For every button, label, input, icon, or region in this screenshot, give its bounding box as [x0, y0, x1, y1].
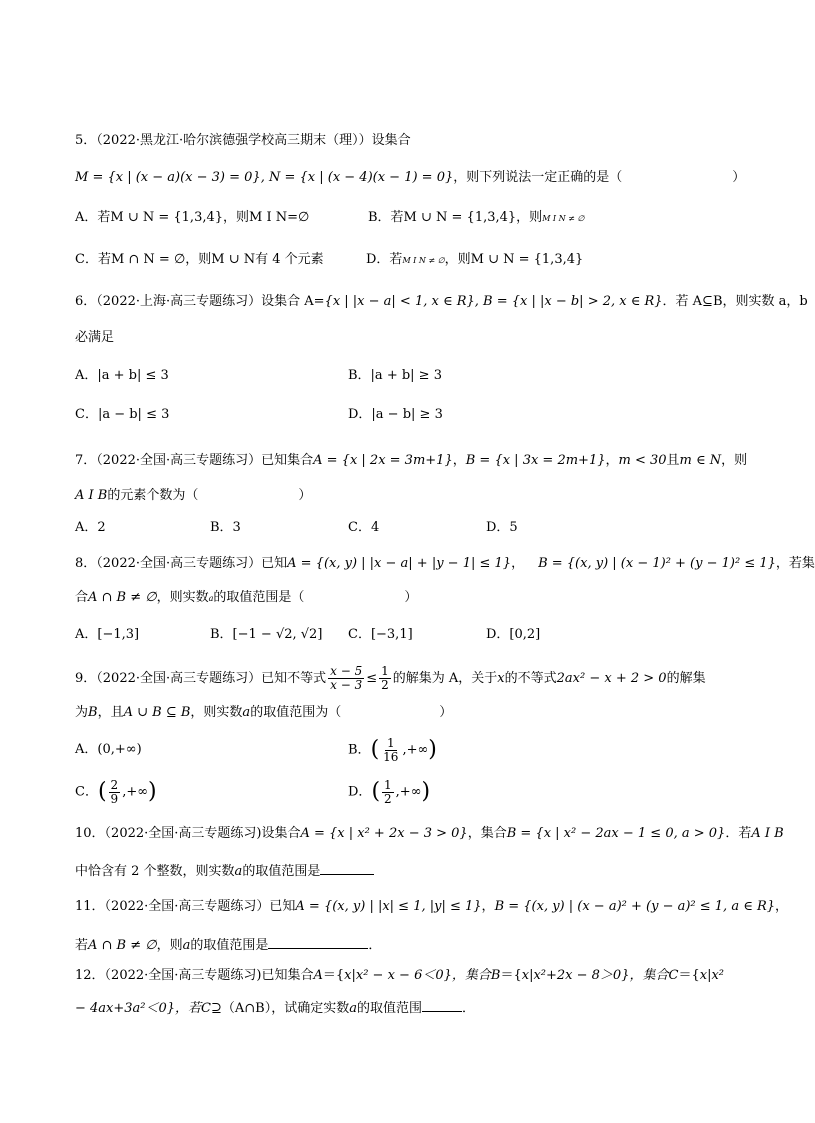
q7-close-paren: ）	[298, 488, 312, 503]
q12-set-a-open: ＝{	[322, 968, 345, 983]
q8-he: 合	[75, 590, 89, 605]
q9-wei: 为	[75, 705, 89, 720]
q9-close-paren: ）	[439, 705, 453, 720]
q5-option-b-text: B．若M ∪ N = {1,3,4}，则	[368, 210, 543, 225]
q12-stem-line2	[75, 997, 475, 1019]
q12-question-text: ⊇（A∩B），试确定实数	[211, 1001, 350, 1016]
q10-question-text: 中恰含有 2 个整数，则实数	[75, 864, 235, 879]
q8-condition: A ∩ B ≠ ∅	[88, 590, 157, 605]
q8-heading: 8．（2022·全国·高三专题练习）已知	[75, 556, 288, 571]
q9-option-c-rparen: )	[148, 779, 157, 804]
q8-option-d[interactable]: D．[0,2]	[486, 627, 541, 642]
q9-option-d[interactable]	[348, 775, 430, 810]
q8-set-a: A = {(x, y) | |x − a| + |y − 1| ≤ 1}	[287, 556, 512, 571]
q7-then: ，则	[721, 453, 748, 468]
q8-then: ，则实数	[156, 590, 209, 605]
q12-set-a-name: A	[313, 968, 323, 983]
q9-option-d-label: D．	[348, 784, 372, 800]
q5-close-paren: ）	[732, 170, 746, 185]
q9-set-b-name: B	[88, 705, 98, 720]
q9-fraction-rhs-denominator: 2	[381, 678, 389, 692]
q6-option-c[interactable]: C．|a − b| ≤ 3	[75, 407, 170, 422]
q5-option-d-condition: M I N ≠ ∅	[402, 256, 445, 265]
q9-then: ，则实数	[190, 705, 243, 720]
q12-set-c-bar: |	[707, 968, 712, 983]
q8-close-paren: ）	[404, 590, 418, 605]
q8-comma: ，	[511, 556, 525, 571]
q12-set-c-name: C	[668, 968, 679, 983]
q10-range-label: 的取值范围是	[242, 864, 321, 879]
q10-stem-line2	[75, 860, 374, 882]
q10-stem	[75, 824, 784, 844]
q9-stem-line2	[75, 703, 452, 723]
q9-option-d-lparen: (	[371, 779, 381, 804]
q12-set-a-bar: |	[351, 968, 356, 983]
q9-leq: ≤	[366, 671, 378, 686]
q12-set-c-open: ＝{	[678, 968, 700, 983]
q9-option-b-infinity: ,+∞	[402, 742, 429, 758]
q9-option-d-fraction	[382, 779, 394, 806]
q9-variable-x: x	[497, 671, 505, 686]
q11-then: ，则	[156, 938, 183, 953]
q12-set-b-name: B	[490, 968, 501, 983]
q7-condition-n: m ∈ N	[679, 453, 722, 468]
q11-heading: 11．（2022·全国·高三专题练习）已知	[75, 899, 296, 914]
q11-variable-a: a	[182, 938, 191, 953]
q9-option-b-lparen: (	[370, 737, 380, 762]
q5-stem-line2	[75, 168, 745, 188]
q5-set-definitions: M = {x | (x − a)(x − 3) = 0}, N = {x | (x − 4)(x − 1) = 0}	[75, 170, 454, 185]
q11-period: ．	[368, 938, 382, 953]
q9-option-b[interactable]	[348, 733, 437, 768]
q5-option-d[interactable]	[366, 250, 583, 271]
q12-variable-a: a	[349, 1001, 357, 1016]
q12-period: ．	[462, 1001, 476, 1016]
q7-set-b: B = {x | 3x = 2m+1}	[465, 453, 606, 468]
q9-option-a[interactable]: A．(0,+∞)	[75, 742, 142, 757]
q9-fraction-lhs-numerator: x − 5	[330, 664, 363, 678]
q9-variable-a: a	[242, 705, 251, 720]
q7-heading: 7．（2022·全国·高三专题练习）已知集合	[75, 453, 314, 468]
q9-fraction-lhs	[328, 665, 364, 692]
q9-heading: 9．（2022·全国·高三专题练习）已知不等式	[75, 671, 327, 686]
q9-option-b-fraction	[381, 737, 400, 764]
q6-stem-line2: 必满足	[75, 330, 115, 345]
q10-variable-a: a	[234, 864, 243, 879]
q11-if: 若	[75, 938, 89, 953]
q9-stem	[75, 664, 706, 694]
q9-option-d-infinity: ,+∞	[395, 784, 422, 800]
q9-inequality-label: 的不等式	[504, 671, 557, 686]
q9-inequality: 2ax² − x + 2 > 0	[556, 671, 667, 686]
q12-range-label: 的取值范围	[357, 1001, 423, 1016]
q9-option-d-denominator: 2	[384, 791, 392, 806]
q9-option-c-infinity: ,+∞	[122, 784, 149, 800]
q7-option-c[interactable]: C．4	[348, 520, 380, 535]
q9-option-b-label: B．	[348, 742, 371, 758]
q5-heading: 5．（2022·黑龙江·哈尔滨德强学校高三期末（理））设集合	[75, 133, 411, 148]
q12-heading: 12．（2022·全国·高三专题练习)已知集合	[75, 968, 314, 983]
q7-stem	[75, 451, 747, 471]
q8-option-c[interactable]: C．[−3,1]	[348, 627, 413, 642]
q9-condition: A ∪ B ⊆ B	[123, 705, 191, 720]
q11-comma: ，	[481, 899, 495, 914]
q9-option-c[interactable]	[75, 775, 157, 810]
q12-set-b-bar: |	[529, 968, 534, 983]
q10-set-label: ，集合	[467, 826, 507, 841]
q9-question-text: 的取值范围为（	[250, 705, 342, 720]
q11-stem-line2	[75, 934, 381, 956]
q9-and: ，且	[97, 705, 124, 720]
q10-if: ．若	[725, 826, 752, 841]
q8-variable-a: a	[208, 594, 214, 603]
q9-option-b-numerator: 1	[386, 735, 395, 750]
q11-stem	[75, 897, 788, 917]
q10-intersection: A I B	[751, 826, 784, 841]
q7-comma: ，	[452, 453, 466, 468]
q9-option-c-numerator: 2	[110, 777, 119, 792]
q12-set-b-open: ＝{	[500, 968, 522, 983]
q12-set-a-condition: x² − x − 6＜0}，集合	[355, 968, 491, 983]
q9-option-c-fraction	[109, 779, 121, 806]
q12-set-c-x2: x²	[711, 968, 724, 983]
q6-option-a[interactable]: A．|a + b| ≤ 3	[75, 368, 169, 383]
q9-solution-label: 的解集	[666, 671, 706, 686]
q5-option-d-result: ，则M ∪ N = {1,3,4}	[444, 252, 584, 267]
q12-set-c-ref: C	[201, 1001, 211, 1016]
q10-set-a: A = {x | x² + 2x − 3 > 0}	[300, 826, 468, 841]
q9-option-c-lparen: (	[97, 779, 107, 804]
q8-set-b: B = {(x, y) | (x − 1)² + (y − 1)² ≤ 1}	[538, 556, 776, 571]
q12-set-b-condition: x²+2x − 8＞0}，集合	[533, 968, 669, 983]
q5-option-c[interactable]: C．若M ∩ N = ∅，则M ∪ N有 4 个元素	[75, 252, 324, 267]
q5-stem	[75, 131, 411, 151]
q9-option-c-denominator: 9	[110, 791, 119, 806]
q7-and: 且	[666, 453, 680, 468]
q10-answer-blank[interactable]	[320, 860, 374, 875]
q12-set-a-var: x	[344, 968, 352, 983]
q12-stem	[75, 966, 724, 986]
q8-option-a[interactable]: A．[−1,3]	[75, 627, 140, 642]
q6-question-text: ．若 A⊆B，则实数 a，b	[662, 294, 808, 309]
q12-answer-blank[interactable]	[422, 997, 462, 1012]
q8-stem-line2	[75, 588, 417, 609]
q7-option-a[interactable]: A．2	[75, 520, 106, 535]
q10-set-b: B = {x | x² − 2ax − 1 ≤ 0, a > 0}	[506, 826, 726, 841]
q7-option-d[interactable]: D．5	[486, 520, 518, 535]
q11-range-label: 的取值范围是	[190, 938, 269, 953]
q7-stem-line2	[75, 486, 311, 506]
q6-set-definitions: {x | |x − a| < 1, x ∈ R}, B = {x | |x − b| > 2, x ∈ R}	[324, 294, 663, 309]
q9-fraction-rhs	[379, 665, 391, 692]
q12-set-c-condition: − 4ax+3a²＜0}，若	[75, 1001, 202, 1016]
q7-option-b[interactable]: B．3	[210, 520, 241, 535]
q9-option-b-denominator: 16	[383, 749, 399, 764]
q8-if-set: ，若集	[775, 556, 815, 571]
q5-option-b-condition: M I N ≠ ∅	[542, 214, 585, 223]
q8-stem	[75, 554, 815, 574]
q9-option-b-rparen: )	[428, 737, 437, 762]
q9-fraction-rhs-numerator: 1	[381, 664, 389, 678]
q11-set-b: B = {(x, y) | (x − a)² + (y − a)² ≤ 1, a ∈ R}	[494, 899, 776, 914]
q6-heading: 6．（2022·上海·高三专题练习）设集合 A=	[75, 294, 325, 309]
q9-solution-a: 的解集为 A，关于	[392, 671, 498, 686]
q7-condition-m: m < 30	[618, 453, 667, 468]
q10-heading: 10．（2022·全国·高三专题练习)设集合	[75, 826, 301, 841]
q11-set-a: A = {(x, y) | |x| ≤ 1, |y| ≤ 1}	[295, 899, 482, 914]
q9-option-c-label: C．	[75, 784, 98, 800]
q5-option-b[interactable]	[368, 208, 584, 229]
q9-option-d-numerator: 1	[384, 777, 392, 792]
q7-question-text: 的元素个数为（	[107, 488, 199, 503]
q12-set-b-var: x	[521, 968, 530, 983]
q7-intersection: A I B	[75, 488, 108, 503]
q6-option-d[interactable]: D．|a − b| ≥ 3	[348, 407, 443, 422]
q9-fraction-lhs-denominator: x − 3	[330, 678, 363, 692]
q7-set-a: A = {x | 2x = 3m+1}	[313, 453, 453, 468]
q6-option-b[interactable]: B．|a + b| ≥ 3	[348, 368, 442, 383]
q5-question-text: ，则下列说法一定正确的是（	[453, 170, 623, 185]
q12-set-c-var: x	[699, 968, 708, 983]
q6-stem	[75, 292, 808, 312]
q11-condition: A ∩ B ≠ ∅	[88, 938, 157, 953]
q11-comma-2: ，	[775, 899, 789, 914]
q5-option-a[interactable]: A．若M ∪ N = {1,3,4}，则M I N=∅	[75, 210, 310, 225]
q8-option-b[interactable]: B．[−1 − √2, √2]	[210, 627, 323, 642]
q11-answer-blank[interactable]	[268, 934, 368, 949]
q9-option-d-rparen: )	[421, 779, 431, 804]
q5-option-d-text: D．若	[366, 252, 403, 267]
q8-question-text: 的取值范围是（	[213, 590, 305, 605]
q7-comma-2: ，	[605, 453, 619, 468]
